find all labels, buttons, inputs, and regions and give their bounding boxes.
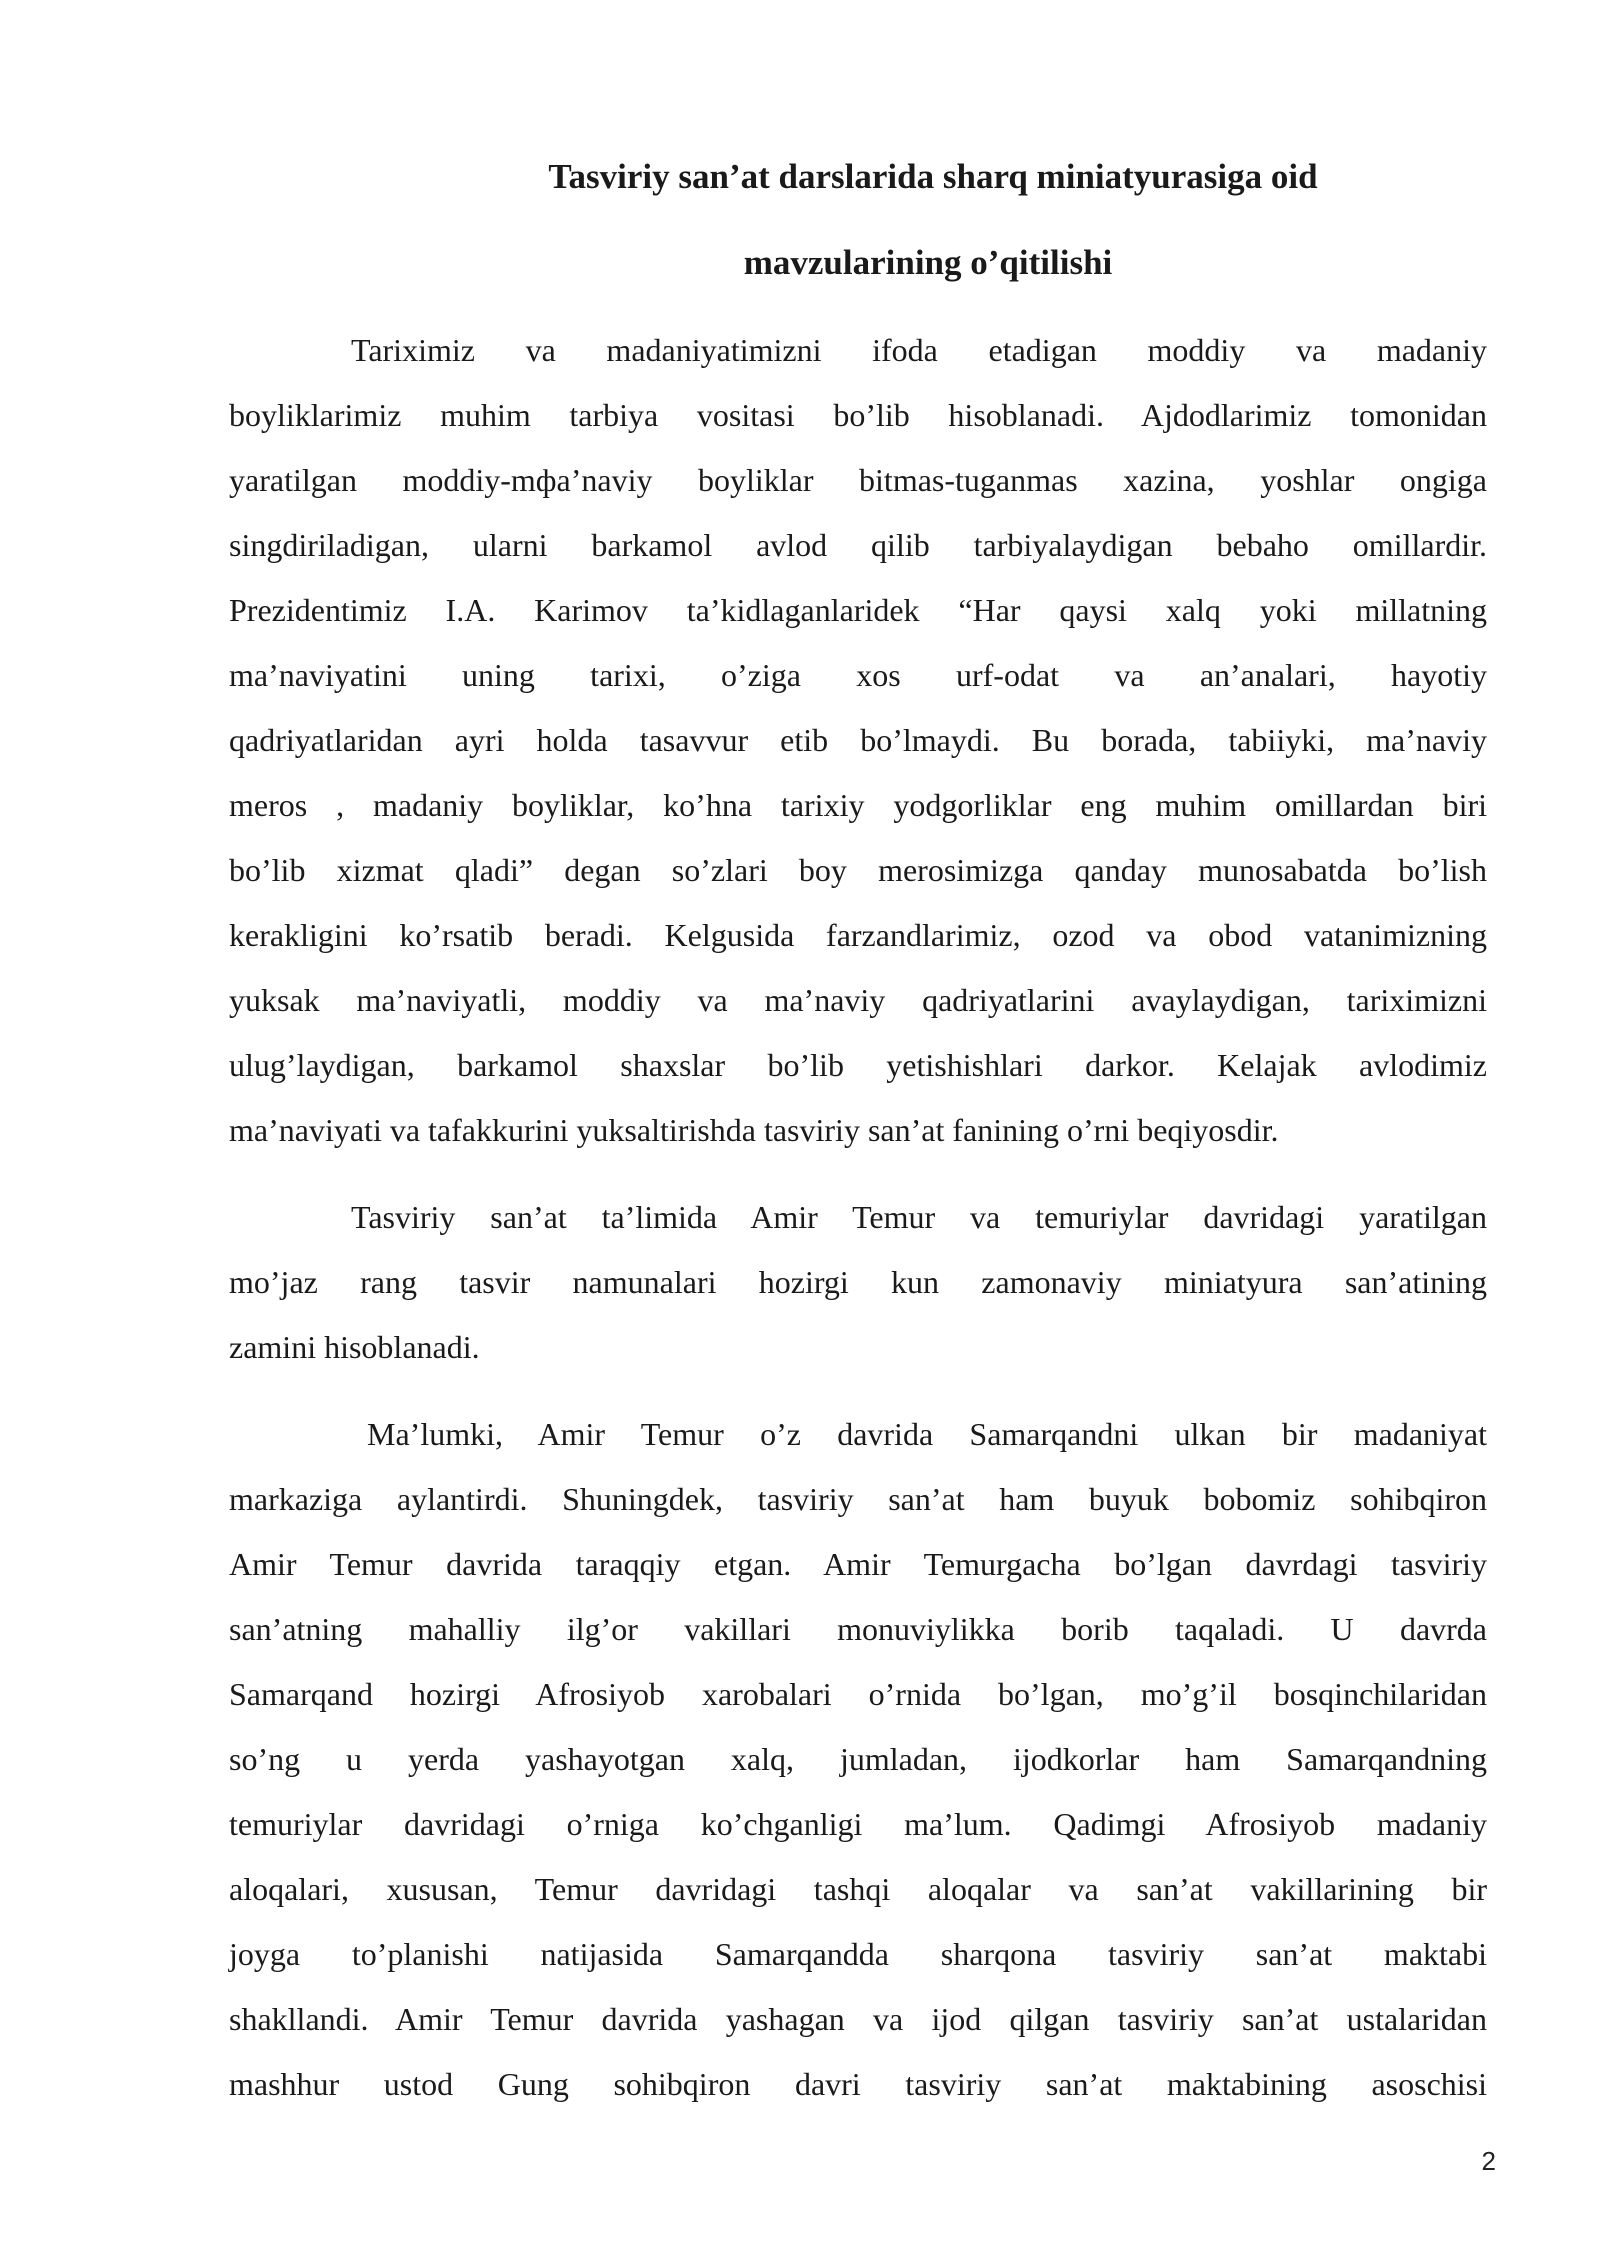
paragraph-line: san’atning mahalliy ilg’or vakillari monuviylikka borib taqaladi. U davrda: [229, 1611, 1487, 1647]
paragraph-line: yuksak ma’naviyatli, moddiy va ma’naviy qadriyatlarini avaylaydigan, tariximizni: [229, 982, 1487, 1018]
document-title-line-2: mavzularining o’qitilishi: [743, 243, 1113, 282]
document-title-line-1: Tasviriy san’at darslarida sharq miniatyurasiga oid: [548, 157, 1318, 196]
paragraph-line: joyga to’planishi natijasida Samarqandda sharqona tasviriy san’at maktabi: [229, 1936, 1487, 1972]
paragraph-line: mashhur ustod Gung sohibqiron davri tasviriy san’at maktabining asoschisi: [229, 2066, 1487, 2102]
paragraph-line: temuriylar davridagi o’rniga ko’chganligi ma’lum. Qadimgi Afrosiyob madaniy: [229, 1806, 1487, 1842]
paragraph-line: ma’naviyatini uning tarixi, o’ziga xos urf-odat va an’analari, hayotiy: [229, 657, 1487, 693]
paragraph-line: ma’naviyati va tafakkurini yuksaltirishda tasviriy san’at fanining o’rni beqiyosdir.: [229, 1112, 1279, 1148]
paragraph-line: aloqalari, xususan, Temur davridagi tashqi aloqalar va san’at vakillarining bir: [229, 1871, 1487, 1907]
paragraph-line: so’ng u yerda yashayotgan xalq, jumladan, ijodkorlar ham Samarqandning: [229, 1741, 1487, 1777]
page-number: 2: [1481, 2146, 1496, 2176]
paragraph-line: Ma’lumki, Amir Temur o’z davrida Samarqandni ulkan bir madaniyat: [367, 1416, 1487, 1452]
paragraph-line: yaratilgan moddiy-mфa’naviy boyliklar bitmas-tuganmas xazina, yoshlar ongiga: [229, 462, 1487, 498]
paragraph-line: qadriyatlaridan ayri holda tasavvur etib bo’lmaydi. Bu borada, tabiiyki, ma’naviy: [229, 722, 1487, 758]
paragraph-line: markaziga aylantirdi. Shuningdek, tasviriy san’at ham buyuk bobomiz sohibqiron: [229, 1481, 1487, 1517]
paragraph-line: kerakligini ko’rsatib beradi. Kelgusida farzandlarimiz, ozod va obod vatanimizning: [229, 917, 1487, 953]
paragraph-line: shakllandi. Amir Temur davrida yashagan va ijod qilgan tasviriy san’at ustalaridan: [229, 2001, 1487, 2037]
paragraph-line: Amir Temur davrida taraqqiy etgan. Amir Temurgacha bo’lgan davrdagi tasviriy: [229, 1546, 1487, 1582]
paragraph-line: Tariximiz va madaniyatimizni ifoda etadigan moddiy va madaniy: [351, 332, 1487, 368]
paragraph-line: meros , madaniy boyliklar, ko’hna tarixiy yodgorliklar eng muhim omillardan biri: [229, 787, 1487, 823]
paragraph-line: mo’jaz rang tasvir namunalari hozirgi kun zamonaviy miniatyura san’atining: [229, 1264, 1487, 1300]
paragraph-line: boyliklarimiz muhim tarbiya vositasi bo’lib hisoblanadi. Ajdodlarimiz tomonidan: [229, 397, 1487, 433]
paragraph-line: Tasviriy san’at ta’limida Amir Temur va temuriylar davridagi yaratilgan: [351, 1199, 1487, 1235]
paragraph-line: ulug’laydigan, barkamol shaxslar bo’lib yetishishlari darkor. Kelajak avlodimiz: [229, 1047, 1487, 1083]
paragraph-line: bo’lib xizmat qladi” degan so’zlari boy merosimizga qanday munosabatda bo’lish: [229, 852, 1487, 888]
paragraph-line: Samarqand hozirgi Afrosiyob xarobalari o’rnida bo’lgan, mo’g’il bosqinchilaridan: [229, 1676, 1487, 1712]
paragraph-line: Prezidentimiz I.A. Karimov ta’kidlaganlaridek “Har qaysi xalq yoki millatning: [229, 592, 1487, 628]
paragraph-line: zamini hisoblanadi.: [229, 1329, 480, 1365]
paragraph-line: singdiriladigan, ularni barkamol avlod qilib tarbiyalaydigan bebaho omillardir.: [229, 527, 1487, 563]
